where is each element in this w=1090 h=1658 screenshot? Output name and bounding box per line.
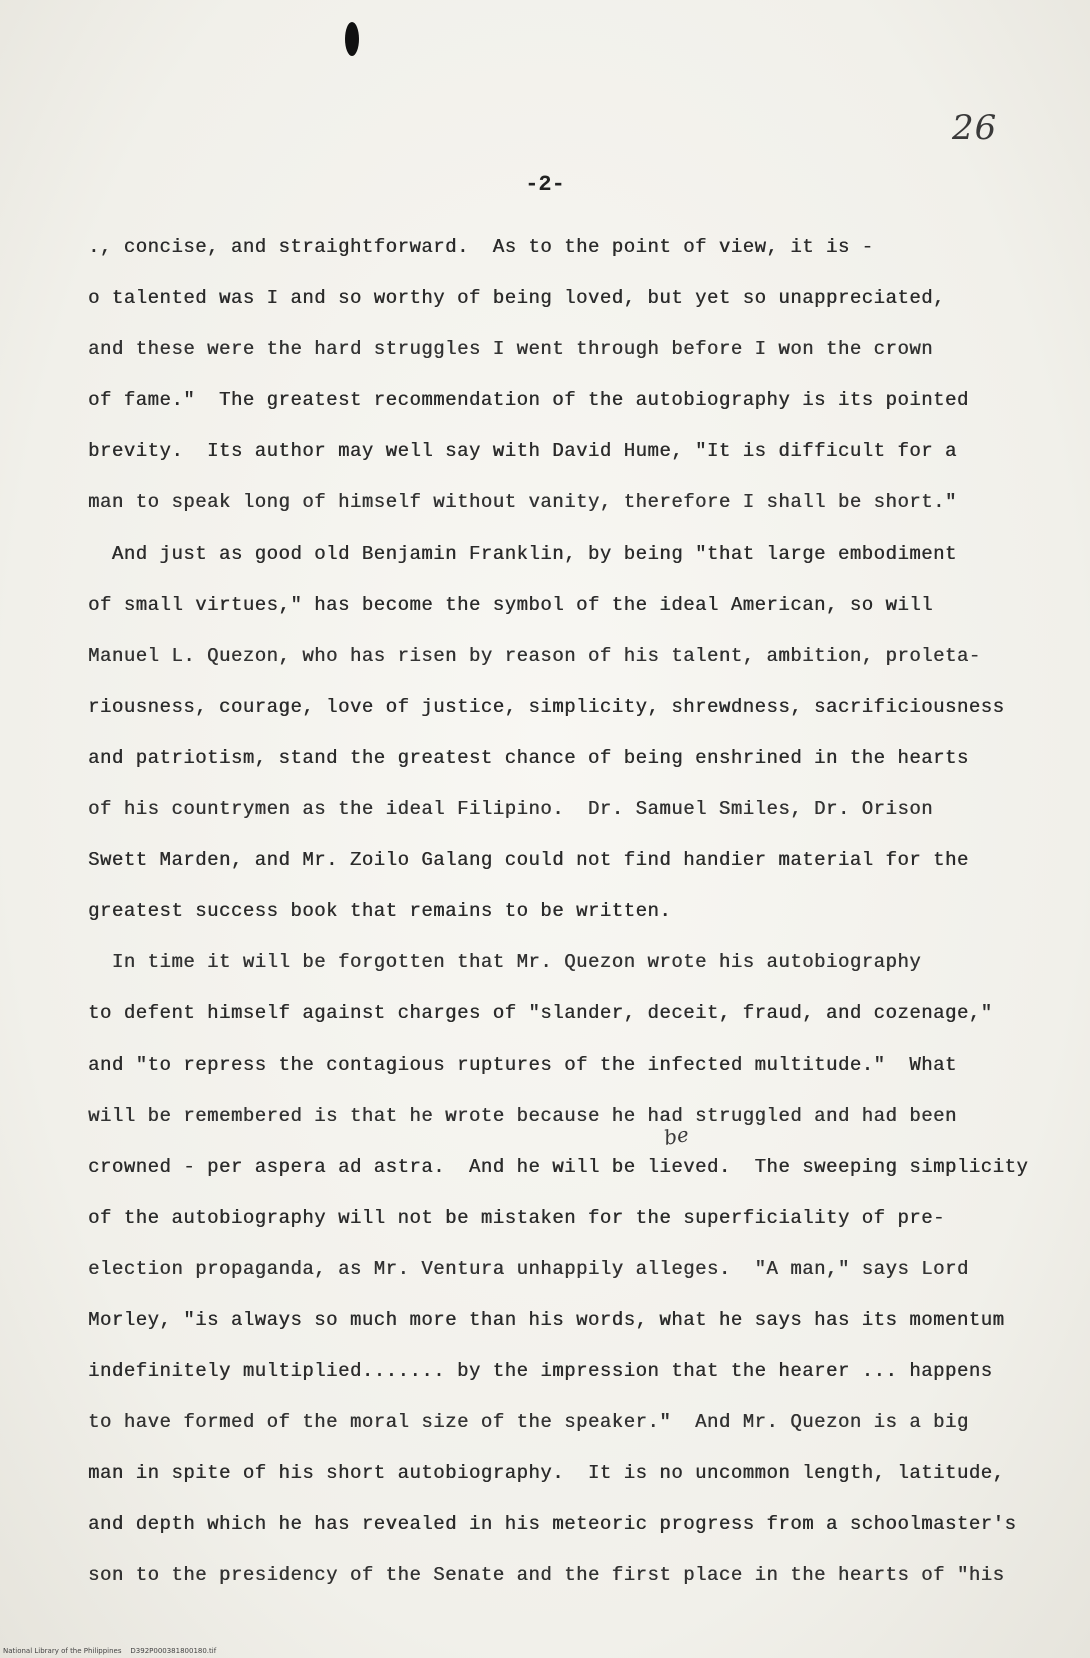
text-line: riousness, courage, love of justice, simplicity, shrewdness, sacrificiousness: [88, 695, 1005, 718]
text-line: brevity. Its author may well say with David Hume, "It is difficult for a: [88, 440, 957, 463]
text-line: greatest success book that remains to be written.: [88, 900, 672, 923]
text-line: of fame." The greatest recommendation of the autobiography is its pointed: [88, 389, 969, 412]
text-line: and patriotism, stand the greatest chance of being enshrined in the hearts: [88, 746, 969, 769]
text-line: to have formed of the moral size of the speaker." And Mr. Quezon is a big: [88, 1411, 969, 1434]
punch-hole-mark: [345, 22, 359, 56]
text-line: and depth which he has revealed in his meteoric progress from a schoolmaster's: [88, 1513, 1017, 1536]
text-line: man in spite of his short autobiography. It is no uncommon length, latitude,: [88, 1462, 1005, 1485]
text-line: And just as good old Benjamin Franklin, by being "that large embodiment: [88, 542, 957, 565]
text-line: o talented was I and so worthy of being loved, but yet so unappreciated,: [88, 287, 945, 310]
handwritten-folio-number: 26: [952, 108, 998, 148]
text-line: of the autobiography will not be mistaken for the superficiality of pre-: [88, 1206, 945, 1229]
text-line: ., concise, and straightforward. As to the point of view, it is -: [88, 236, 874, 258]
handwritten-correction: be: [662, 1122, 691, 1150]
text-line: of his countrymen as the ideal Filipino. Dr. Samuel Smiles, Dr. Orison: [88, 798, 934, 821]
typed-body-text: [88, 222, 1048, 1602]
text-line: election propaganda, as Mr. Ventura unhappily alleges. "A man," says Lord: [88, 1257, 969, 1280]
text-line: to defent himself against charges of "slander, deceit, fraud, and cozenage,": [88, 1002, 993, 1025]
text-line: In time it will be forgotten that Mr. Quezon wrote his autobiography: [88, 951, 922, 974]
text-line: son to the presidency of the Senate and the first place in the hearts of "his: [88, 1564, 1005, 1587]
text-line: indefinitely multiplied....... by the impression that the hearer ... happens: [88, 1360, 993, 1383]
text-line: Manuel L. Quezon, who has risen by reason of his talent, ambition, proleta-: [88, 644, 981, 667]
text-line: and "to repress the contagious ruptures of the infected multitude." What: [88, 1053, 957, 1076]
text-line: of small virtues," has become the symbol of the ideal American, so will: [88, 593, 934, 616]
text-line: will be remembered is that he wrote because he had struggled and had been: [88, 1104, 957, 1127]
archive-footer-label: National Library of the Philippines D392P000381800180.tif: [3, 1647, 217, 1655]
text-line: and these were the hard struggles I went through before I won the crown: [88, 338, 934, 361]
text-line: crowned - per aspera ad astra. And he will be lieved. The sweeping simplicity: [88, 1155, 1029, 1178]
text-line: Morley, "is always so much more than his words, what he says has its momentum: [88, 1308, 1005, 1331]
text-line: man to speak long of himself without vanity, therefore I shall be short.": [88, 491, 957, 514]
text-line: Swett Marden, and Mr. Zoilo Galang could not find handier material for the: [88, 849, 969, 872]
page-number: -2-: [525, 172, 565, 197]
